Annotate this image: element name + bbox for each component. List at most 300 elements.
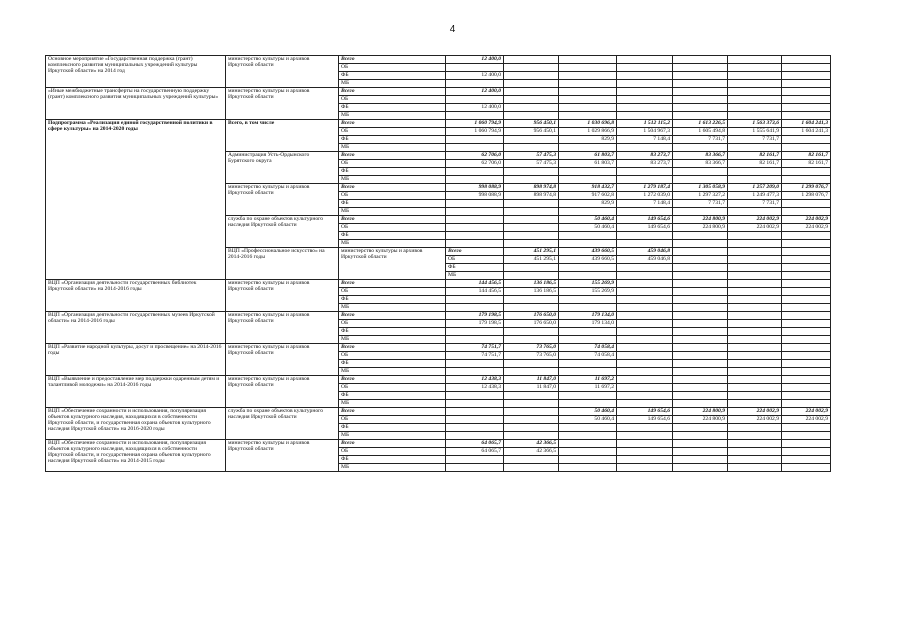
amount-cell xyxy=(673,312,728,320)
amount-cell: 224 002,9 xyxy=(782,408,831,416)
amount-cell xyxy=(673,280,728,288)
amount-cell xyxy=(673,88,728,96)
funding-source-cell: ФБ xyxy=(339,424,446,432)
funding-source-cell: Всего xyxy=(339,408,446,416)
amount-cell: 74 058,4 xyxy=(559,344,617,352)
activity-name-cell: ВЦП «Обеспечение сохранности и использования, популяризация объектов культурного наследия, находящихся в собственности Иркутской области, и государственная охрана объектов культурного наследия Иркутской области» на 2014-2015 годы xyxy=(46,440,226,472)
amount-cell xyxy=(673,440,728,448)
amount-cell xyxy=(617,80,673,88)
amount-cell xyxy=(617,288,673,296)
amount-cell xyxy=(782,328,831,336)
budget-table-body xyxy=(46,56,831,472)
amount-cell xyxy=(673,272,728,280)
amount-cell xyxy=(782,320,831,328)
amount-cell: 7 731,7 xyxy=(673,136,728,144)
amount-cell: 11 847,0 xyxy=(504,384,559,392)
funding-source-cell: Всего xyxy=(446,248,504,256)
amount-cell: 829,9 xyxy=(559,136,617,144)
amount-cell: 459 046,8 xyxy=(617,248,673,256)
amount-cell xyxy=(504,112,559,120)
amount-cell xyxy=(728,400,782,408)
amount-cell xyxy=(617,424,673,432)
amount-cell: 224 002,9 xyxy=(728,224,782,232)
funding-source-cell: МБ xyxy=(339,144,446,152)
responsible-executor-cell: министерство культуры и архивов Иркутской области xyxy=(226,184,339,216)
activity-name-cell: ВЦП «Развитие народной культуры, досуг и просвещение» на 2014-2016 годы xyxy=(46,344,226,376)
amount-cell xyxy=(782,112,831,120)
amount-cell xyxy=(673,104,728,112)
amount-cell xyxy=(728,384,782,392)
funding-source-cell: ФБ xyxy=(339,456,446,464)
amount-cell xyxy=(559,168,617,176)
amount-cell xyxy=(559,272,617,280)
amount-cell xyxy=(559,96,617,104)
amount-cell xyxy=(446,208,504,216)
funding-source-cell: ФБ xyxy=(339,72,446,80)
amount-cell: 224 800,9 xyxy=(673,216,728,224)
funding-source-cell: МБ xyxy=(339,336,446,344)
amount-cell: 74 751,7 xyxy=(446,352,504,360)
funding-source-cell: ОБ xyxy=(339,288,446,296)
amount-cell: 12 400,0 xyxy=(446,72,504,80)
amount-cell xyxy=(673,344,728,352)
amount-cell xyxy=(673,384,728,392)
amount-cell: 155 269,9 xyxy=(559,288,617,296)
amount-cell xyxy=(782,296,831,304)
amount-cell xyxy=(728,264,782,272)
responsible-executor-cell: министерство культуры и архивов Иркутской области xyxy=(226,376,339,408)
amount-cell xyxy=(617,232,673,240)
amount-cell xyxy=(673,304,728,312)
responsible-executor-cell: Всего, в том числе xyxy=(226,120,339,152)
funding-source-cell: ФБ xyxy=(446,264,504,272)
amount-cell xyxy=(673,424,728,432)
funding-source-cell: Всего xyxy=(339,88,446,96)
amount-cell xyxy=(728,104,782,112)
amount-cell: 179 134,0 xyxy=(559,320,617,328)
amount-cell xyxy=(559,104,617,112)
amount-cell xyxy=(446,456,504,464)
amount-cell xyxy=(782,344,831,352)
amount-cell xyxy=(673,208,728,216)
amount-cell xyxy=(728,56,782,64)
amount-cell xyxy=(782,392,831,400)
amount-cell: 149 654,6 xyxy=(617,408,673,416)
amount-cell xyxy=(446,360,504,368)
amount-cell xyxy=(617,304,673,312)
amount-cell xyxy=(504,208,559,216)
activity-name-cell: ВЦП «Выявление и предоставление мер поддержки одаренным детям и талантливой молодежи» на 2014-2016 годы xyxy=(46,376,226,408)
amount-cell: 62 706,0 xyxy=(446,152,504,160)
amount-cell xyxy=(617,296,673,304)
amount-cell xyxy=(504,392,559,400)
amount-cell: 82 161,7 xyxy=(782,152,831,160)
amount-cell xyxy=(559,456,617,464)
amount-cell: 12 438,3 xyxy=(446,384,504,392)
amount-cell xyxy=(728,360,782,368)
amount-cell: 179 198,5 xyxy=(446,312,504,320)
amount-cell xyxy=(504,80,559,88)
amount-cell: 74 058,4 xyxy=(559,352,617,360)
amount-cell xyxy=(728,80,782,88)
amount-cell xyxy=(617,168,673,176)
amount-cell: 1 297 327,2 xyxy=(673,192,728,200)
funding-source-cell: ФБ xyxy=(339,200,446,208)
amount-cell xyxy=(446,400,504,408)
amount-cell xyxy=(782,400,831,408)
amount-cell: 136 186,5 xyxy=(504,280,559,288)
amount-cell: 1 604 241,3 xyxy=(782,128,831,136)
amount-cell xyxy=(504,408,559,416)
amount-cell xyxy=(782,288,831,296)
amount-cell xyxy=(504,72,559,80)
amount-cell xyxy=(504,168,559,176)
amount-cell xyxy=(728,240,782,248)
amount-cell xyxy=(446,368,504,376)
amount-cell xyxy=(728,344,782,352)
amount-cell xyxy=(782,88,831,96)
amount-cell xyxy=(728,352,782,360)
amount-cell xyxy=(673,320,728,328)
amount-cell xyxy=(728,256,782,264)
funding-source-cell: ОБ xyxy=(339,320,446,328)
amount-cell xyxy=(782,72,831,80)
funding-source-cell: ОБ xyxy=(339,416,446,424)
activity-name-cell: Основное мероприятие «Государственная поддержка (грант) комплексного развития муниципальных учреждений культуры Иркутской области» на 2014 год xyxy=(46,56,226,88)
amount-cell xyxy=(728,432,782,440)
amount-cell xyxy=(446,232,504,240)
activity-name-cell: ВЦП «Обеспечение сохранности и использования, популяризация объектов культурного наследия, находящихся в собственности Иркутской области, и государственная охрана объектов культурного наследия Иркутской области» на 2016-2020 годы xyxy=(46,408,226,440)
amount-cell: 224 002,9 xyxy=(728,416,782,424)
amount-cell: 74 751,7 xyxy=(446,344,504,352)
amount-cell xyxy=(559,432,617,440)
amount-cell xyxy=(728,304,782,312)
amount-cell: 144 456,5 xyxy=(446,280,504,288)
amount-cell xyxy=(617,64,673,72)
amount-cell: 1 613 226,5 xyxy=(673,120,728,128)
amount-cell xyxy=(782,304,831,312)
amount-cell: 12 400,0 xyxy=(446,56,504,64)
amount-cell xyxy=(782,280,831,288)
amount-cell xyxy=(559,464,617,472)
amount-cell xyxy=(504,64,559,72)
amount-cell: 12 438,3 xyxy=(446,376,504,384)
amount-cell xyxy=(728,376,782,384)
funding-source-cell: ОБ xyxy=(339,64,446,72)
amount-cell xyxy=(559,56,617,64)
amount-cell: 956 450,1 xyxy=(504,128,559,136)
amount-cell: 7 731,7 xyxy=(673,200,728,208)
funding-source-cell: ФБ xyxy=(339,296,446,304)
funding-source-cell: МБ xyxy=(339,304,446,312)
amount-cell xyxy=(728,88,782,96)
amount-cell xyxy=(559,72,617,80)
funding-source-cell: МБ xyxy=(339,208,446,216)
amount-cell xyxy=(504,144,559,152)
activity-name-cell: ВЦП «Организация деятельности государственных библиотек Иркутской области» на 2014-2016 годы xyxy=(46,280,226,312)
table-row xyxy=(46,88,831,96)
amount-cell: 50 460,4 xyxy=(559,408,617,416)
amount-cell: 155 269,9 xyxy=(559,280,617,288)
amount-cell: 149 654,6 xyxy=(617,224,673,232)
amount-cell xyxy=(559,328,617,336)
amount-cell xyxy=(559,392,617,400)
amount-cell xyxy=(504,360,559,368)
amount-cell xyxy=(446,64,504,72)
amount-cell xyxy=(617,448,673,456)
amount-cell xyxy=(782,256,831,264)
amount-cell: 898 974,8 xyxy=(504,184,559,192)
table-row xyxy=(46,280,831,288)
amount-cell xyxy=(446,136,504,144)
funding-source-cell: Всего xyxy=(339,280,446,288)
amount-cell xyxy=(446,176,504,184)
amount-cell xyxy=(782,352,831,360)
funding-source-cell: ОБ xyxy=(339,128,446,136)
amount-cell xyxy=(782,376,831,384)
amount-cell: 1 299 076,7 xyxy=(782,184,831,192)
amount-cell xyxy=(617,344,673,352)
funding-source-cell: МБ xyxy=(339,432,446,440)
funding-source-cell: Всего xyxy=(339,56,446,64)
amount-cell: 82 161,7 xyxy=(782,160,831,168)
amount-cell: 179 198,5 xyxy=(446,320,504,328)
amount-cell xyxy=(673,456,728,464)
amount-cell xyxy=(559,144,617,152)
amount-cell: 224 002,9 xyxy=(782,416,831,424)
amount-cell: 7 731,7 xyxy=(728,136,782,144)
amount-cell xyxy=(559,264,617,272)
table-row xyxy=(46,312,831,320)
funding-source-cell: ОБ xyxy=(339,384,446,392)
amount-cell xyxy=(728,96,782,104)
amount-cell: 57 475,3 xyxy=(504,160,559,168)
amount-cell xyxy=(446,168,504,176)
amount-cell xyxy=(728,320,782,328)
amount-cell xyxy=(673,328,728,336)
amount-cell: 83 273,7 xyxy=(617,160,673,168)
amount-cell xyxy=(617,272,673,280)
amount-cell xyxy=(673,360,728,368)
amount-cell: 1 563 373,6 xyxy=(728,120,782,128)
amount-cell xyxy=(446,96,504,104)
amount-cell: 73 765,0 xyxy=(504,344,559,352)
amount-cell xyxy=(782,464,831,472)
amount-cell: 1 279 187,4 xyxy=(617,184,673,192)
amount-cell xyxy=(446,296,504,304)
amount-cell xyxy=(504,176,559,184)
responsible-executor-cell: министерство культуры и архивов Иркутской области xyxy=(226,312,339,344)
amount-cell xyxy=(782,312,831,320)
amount-cell xyxy=(782,384,831,392)
amount-cell xyxy=(728,64,782,72)
amount-cell: 50 460,4 xyxy=(559,224,617,232)
activity-name-cell: ВЦП «Организация деятельности государственных музеев Иркутской области» на 2014-2016 годы xyxy=(46,312,226,344)
amount-cell: 11 697,2 xyxy=(559,376,617,384)
funding-source-cell: ОБ xyxy=(339,224,446,232)
amount-cell: 451 295,1 xyxy=(504,256,559,264)
amount-cell: 1 060 794,9 xyxy=(446,128,504,136)
amount-cell: 829,9 xyxy=(559,200,617,208)
funding-source-cell: ОБ xyxy=(446,256,504,264)
funding-source-cell: Всего xyxy=(339,344,446,352)
amount-cell xyxy=(782,168,831,176)
amount-cell xyxy=(782,432,831,440)
amount-cell: 82 161,7 xyxy=(728,160,782,168)
amount-cell xyxy=(617,464,673,472)
funding-source-cell: ФБ xyxy=(339,328,446,336)
responsible-executor-cell: Администрация Усть-Ордынского Бурятского округа xyxy=(226,152,339,184)
amount-cell xyxy=(782,360,831,368)
amount-cell xyxy=(617,432,673,440)
amount-cell xyxy=(782,56,831,64)
amount-cell xyxy=(559,240,617,248)
amount-cell xyxy=(673,64,728,72)
amount-cell xyxy=(728,392,782,400)
funding-source-cell: ОБ xyxy=(339,448,446,456)
amount-cell xyxy=(559,208,617,216)
amount-cell xyxy=(617,440,673,448)
amount-cell xyxy=(504,264,559,272)
funding-source-cell: ОБ xyxy=(339,352,446,360)
amount-cell xyxy=(782,144,831,152)
amount-cell xyxy=(728,336,782,344)
amount-cell: 956 450,1 xyxy=(504,120,559,128)
amount-cell xyxy=(728,176,782,184)
funding-source-cell: ОБ xyxy=(339,192,446,200)
funding-source-cell: МБ xyxy=(339,240,446,248)
amount-cell: 57 475,3 xyxy=(504,152,559,160)
amount-cell: 1 504 967,3 xyxy=(617,128,673,136)
amount-cell: 136 186,5 xyxy=(504,288,559,296)
amount-cell xyxy=(617,96,673,104)
amount-cell xyxy=(617,72,673,80)
funding-source-cell: Всего xyxy=(339,376,446,384)
amount-cell xyxy=(782,440,831,448)
amount-cell: 1 512 115,2 xyxy=(617,120,673,128)
amount-cell xyxy=(559,336,617,344)
responsible-executor-cell: служба по охране объектов культурного наследия Иркутской области xyxy=(226,216,339,248)
funding-source-cell: Всего xyxy=(339,312,446,320)
amount-cell: 224 800,9 xyxy=(673,224,728,232)
amount-cell xyxy=(728,296,782,304)
responsible-executor-cell: министерство культуры и архивов Иркутской области xyxy=(226,440,339,472)
amount-cell: 1 305 058,9 xyxy=(673,184,728,192)
responsible-executor-cell: министерство культуры и архивов Иркутской области xyxy=(226,88,339,120)
amount-cell xyxy=(673,256,728,264)
amount-cell xyxy=(673,464,728,472)
amount-cell xyxy=(782,64,831,72)
funding-source-cell: ФБ xyxy=(339,232,446,240)
amount-cell: 1 555 641,9 xyxy=(728,128,782,136)
amount-cell xyxy=(617,144,673,152)
amount-cell: 61 803,7 xyxy=(559,152,617,160)
amount-cell xyxy=(559,440,617,448)
amount-cell xyxy=(673,352,728,360)
amount-cell: 179 134,0 xyxy=(559,312,617,320)
amount-cell: 82 161,7 xyxy=(728,152,782,160)
amount-cell xyxy=(617,456,673,464)
amount-cell xyxy=(559,400,617,408)
amount-cell xyxy=(673,264,728,272)
amount-cell xyxy=(559,232,617,240)
amount-cell xyxy=(673,72,728,80)
amount-cell xyxy=(673,96,728,104)
amount-cell xyxy=(673,176,728,184)
amount-cell xyxy=(617,264,673,272)
amount-cell xyxy=(617,320,673,328)
amount-cell: 898 974,8 xyxy=(504,192,559,200)
amount-cell xyxy=(673,248,728,256)
amount-cell xyxy=(617,112,673,120)
amount-cell xyxy=(504,464,559,472)
responsible-executor-cell: министерство культуры и архивов Иркутской области xyxy=(226,344,339,376)
amount-cell xyxy=(782,448,831,456)
amount-cell xyxy=(782,104,831,112)
amount-cell: 1 298 076,7 xyxy=(782,192,831,200)
amount-cell xyxy=(504,432,559,440)
funding-source-cell: ФБ xyxy=(339,104,446,112)
amount-cell xyxy=(559,296,617,304)
amount-cell: 1 272 039,0 xyxy=(617,192,673,200)
amount-cell: 224 002,9 xyxy=(728,216,782,224)
amount-cell xyxy=(728,328,782,336)
amount-cell: 50 460,4 xyxy=(559,216,617,224)
amount-cell xyxy=(673,368,728,376)
table-row xyxy=(46,408,831,416)
amount-cell xyxy=(782,232,831,240)
amount-cell: 917 602,8 xyxy=(559,192,617,200)
funding-source-cell: МБ xyxy=(446,272,504,280)
amount-cell xyxy=(559,112,617,120)
amount-cell xyxy=(673,392,728,400)
funding-source-cell: Всего xyxy=(339,440,446,448)
amount-cell xyxy=(673,112,728,120)
amount-cell: 7 148,4 xyxy=(617,136,673,144)
amount-cell xyxy=(617,312,673,320)
amount-cell xyxy=(504,272,559,280)
amount-cell: 176 650,0 xyxy=(504,320,559,328)
funding-source-cell: ОБ xyxy=(339,160,446,168)
funding-source-cell: ФБ xyxy=(339,136,446,144)
amount-cell xyxy=(617,176,673,184)
amount-cell xyxy=(504,224,559,232)
amount-cell xyxy=(728,248,782,256)
amount-cell xyxy=(728,448,782,456)
funding-source-cell: МБ xyxy=(339,112,446,120)
amount-cell xyxy=(673,296,728,304)
funding-source-cell: ФБ xyxy=(339,360,446,368)
amount-cell: 42 366,5 xyxy=(504,440,559,448)
amount-cell xyxy=(504,96,559,104)
amount-cell xyxy=(504,336,559,344)
amount-cell: 1 605 494,8 xyxy=(673,128,728,136)
amount-cell: 224 800,9 xyxy=(673,416,728,424)
amount-cell: 7 148,4 xyxy=(617,200,673,208)
amount-cell xyxy=(504,328,559,336)
funding-source-cell: Всего xyxy=(339,120,446,128)
amount-cell xyxy=(673,232,728,240)
amount-cell xyxy=(504,456,559,464)
funding-source-cell: Всего xyxy=(339,152,446,160)
amount-cell xyxy=(617,384,673,392)
funding-source-cell: ФБ xyxy=(339,392,446,400)
amount-cell xyxy=(782,272,831,280)
amount-cell: 1 257 209,0 xyxy=(728,184,782,192)
amount-cell: 998 088,9 xyxy=(446,184,504,192)
amount-cell xyxy=(446,424,504,432)
responsible-executor-cell: министерство культуры и архивов Иркутской области xyxy=(226,280,339,312)
